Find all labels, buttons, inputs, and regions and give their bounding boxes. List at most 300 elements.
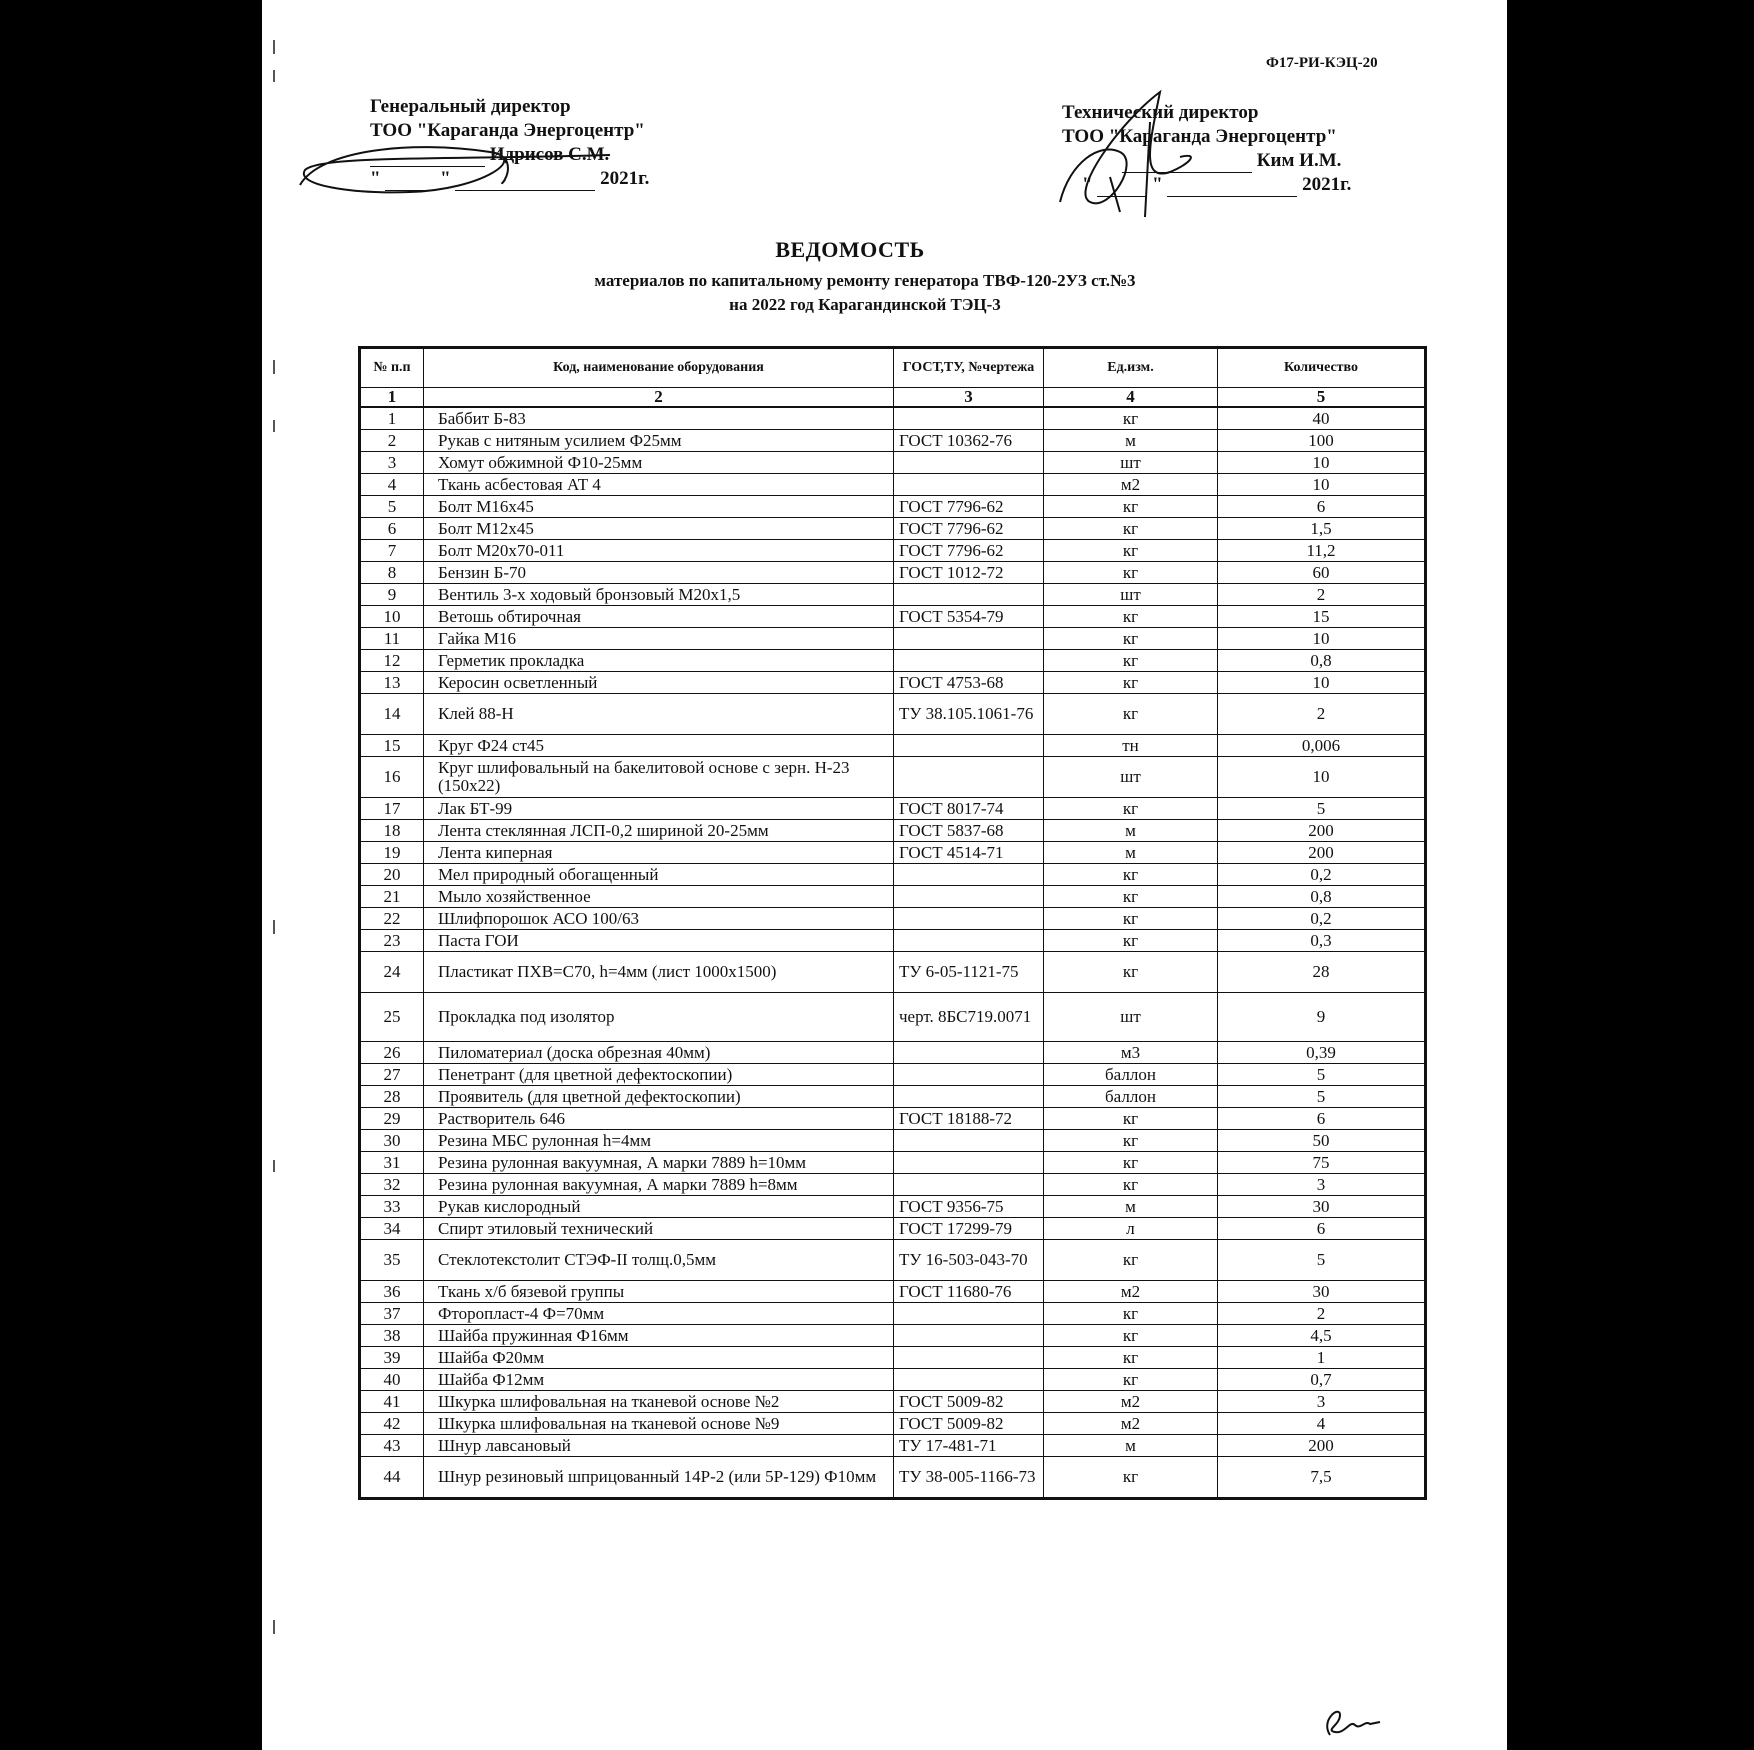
row-number-cell: 21 <box>360 886 424 908</box>
standard-cell: ТУ 17-481-71 <box>894 1435 1044 1457</box>
row-number-cell: 9 <box>360 584 424 606</box>
row-number-cell: 15 <box>360 735 424 757</box>
row-number-cell: 44 <box>360 1457 424 1499</box>
table-row <box>360 1196 1426 1218</box>
unit-cell: кг <box>1044 1325 1218 1347</box>
unit-cell: кг <box>1044 1130 1218 1152</box>
item-name-cell: Болт М20х70-011 <box>424 540 894 562</box>
unit-cell: кг <box>1044 540 1218 562</box>
unit-cell: кг <box>1044 650 1218 672</box>
quantity-cell: 3 <box>1218 1174 1426 1196</box>
table-row <box>360 1152 1426 1174</box>
row-number-cell: 28 <box>360 1086 424 1108</box>
row-number-cell: 14 <box>360 694 424 735</box>
date-quote-open: " <box>370 168 381 189</box>
row-number-cell: 18 <box>360 820 424 842</box>
item-name-cell: Стеклотекстолит СТЭФ-II толщ.0,5мм <box>424 1240 894 1281</box>
approver-company: ТОО "Караганда Энергоцентр" <box>370 120 645 141</box>
table-row <box>360 1240 1426 1281</box>
table-row <box>360 1347 1426 1369</box>
table-row <box>360 407 1426 430</box>
row-number-cell: 43 <box>360 1435 424 1457</box>
standard-cell: ГОСТ 5009-82 <box>894 1413 1044 1435</box>
item-name-cell: Баббит Б-83 <box>424 407 894 430</box>
row-number-cell: 6 <box>360 518 424 540</box>
table-row <box>360 993 1426 1042</box>
table-row <box>360 1303 1426 1325</box>
unit-cell: м <box>1044 820 1218 842</box>
quantity-cell: 10 <box>1218 628 1426 650</box>
item-name-cell: Рукав с нитяным усилием Ф25мм <box>424 430 894 452</box>
quantity-cell: 0,7 <box>1218 1369 1426 1391</box>
table-row <box>360 735 1426 757</box>
subtitle-line-2: на 2022 год Карагандинской ТЭЦ-3 <box>729 295 1001 314</box>
quantity-cell: 0,2 <box>1218 908 1426 930</box>
unit-cell: м2 <box>1044 1391 1218 1413</box>
standard-cell: ГОСТ 7796-62 <box>894 540 1044 562</box>
table-row <box>360 1174 1426 1196</box>
quantity-cell: 200 <box>1218 842 1426 864</box>
item-name-cell: Мел природный обогащенный <box>424 864 894 886</box>
row-number-cell: 38 <box>360 1325 424 1347</box>
unit-cell: м2 <box>1044 1413 1218 1435</box>
scan-tick-mark <box>273 1620 275 1634</box>
quantity-cell: 5 <box>1218 1240 1426 1281</box>
row-number-cell: 4 <box>360 474 424 496</box>
approval-year: 2021г. <box>600 168 650 189</box>
date-quote-close: " <box>440 168 451 189</box>
item-name-cell: Вентиль 3-х ходовый бронзовый М20х1,5 <box>424 584 894 606</box>
row-number-cell: 19 <box>360 842 424 864</box>
table-row <box>360 842 1426 864</box>
row-number-cell: 34 <box>360 1218 424 1240</box>
standard-cell <box>894 1174 1044 1196</box>
row-number-cell: 11 <box>360 628 424 650</box>
quantity-cell: 2 <box>1218 584 1426 606</box>
table-row <box>360 1391 1426 1413</box>
quantity-cell: 30 <box>1218 1196 1426 1218</box>
document-subtitle <box>540 269 1190 317</box>
quantity-cell: 15 <box>1218 606 1426 628</box>
column-header: Количество <box>1218 348 1426 388</box>
standard-cell <box>894 1347 1044 1369</box>
row-number-cell: 17 <box>360 798 424 820</box>
table-row <box>360 474 1426 496</box>
table-body <box>360 407 1426 1499</box>
table-row <box>360 1042 1426 1064</box>
unit-cell: баллон <box>1044 1064 1218 1086</box>
quantity-cell: 10 <box>1218 672 1426 694</box>
row-number-cell: 1 <box>360 407 424 430</box>
quantity-cell: 60 <box>1218 562 1426 584</box>
unit-cell: кг <box>1044 1174 1218 1196</box>
scan-tick-mark <box>273 40 275 54</box>
row-number-cell: 12 <box>360 650 424 672</box>
unit-cell: кг <box>1044 1240 1218 1281</box>
column-header: Ед.изм. <box>1044 348 1218 388</box>
unit-cell: кг <box>1044 1369 1218 1391</box>
date-quote-open: " <box>1082 174 1093 195</box>
approval-year: 2021г. <box>1302 174 1352 195</box>
table-row <box>360 1457 1426 1499</box>
quantity-cell: 2 <box>1218 694 1426 735</box>
quantity-cell: 5 <box>1218 1086 1426 1108</box>
item-name-cell: Ветошь обтирочная <box>424 606 894 628</box>
column-header: № п.п <box>360 348 424 388</box>
column-index-row <box>360 388 1426 408</box>
quantity-cell: 10 <box>1218 757 1426 798</box>
standard-cell <box>894 1303 1044 1325</box>
row-number-cell: 31 <box>360 1152 424 1174</box>
unit-cell: кг <box>1044 562 1218 584</box>
unit-cell: кг <box>1044 606 1218 628</box>
table-row <box>360 606 1426 628</box>
row-number-cell: 2 <box>360 430 424 452</box>
unit-cell: кг <box>1044 628 1218 650</box>
standard-cell <box>894 864 1044 886</box>
quantity-cell: 0,8 <box>1218 886 1426 908</box>
table-row <box>360 1413 1426 1435</box>
quantity-cell: 5 <box>1218 1064 1426 1086</box>
standard-cell: ГОСТ 5009-82 <box>894 1391 1044 1413</box>
standard-cell: ТУ 38.105.1061-76 <box>894 694 1044 735</box>
unit-cell: баллон <box>1044 1086 1218 1108</box>
row-number-cell: 22 <box>360 908 424 930</box>
quantity-cell: 2 <box>1218 1303 1426 1325</box>
standard-cell: ГОСТ 11680-76 <box>894 1281 1044 1303</box>
standard-cell: ГОСТ 5837-68 <box>894 820 1044 842</box>
approver-position: Технический директор <box>1062 102 1259 123</box>
approver-position: Генеральный директор <box>370 96 571 117</box>
approver-name: Ким И.М. <box>1256 150 1342 171</box>
unit-cell: м <box>1044 1435 1218 1457</box>
row-number-cell: 33 <box>360 1196 424 1218</box>
unit-cell: кг <box>1044 518 1218 540</box>
table-row <box>360 908 1426 930</box>
table-row <box>360 584 1426 606</box>
quantity-cell: 0,006 <box>1218 735 1426 757</box>
item-name-cell: Шайба Ф20мм <box>424 1347 894 1369</box>
table-row <box>360 518 1426 540</box>
form-code: Ф17-РИ-КЭЦ-20 <box>1266 55 1378 71</box>
quantity-cell: 100 <box>1218 430 1426 452</box>
standard-cell: черт. 8БС719.0071 <box>894 993 1044 1042</box>
item-name-cell: Лента киперная <box>424 842 894 864</box>
row-number-cell: 24 <box>360 952 424 993</box>
signature-left <box>290 130 620 205</box>
item-name-cell: Хомут обжимной Ф10-25мм <box>424 452 894 474</box>
item-name-cell: Круг шлифовальный на бакелитовой основе с зерн. Н-23 (150х22) <box>424 757 894 798</box>
table-row <box>360 496 1426 518</box>
scan-tick-mark <box>273 420 275 432</box>
quantity-cell: 1 <box>1218 1347 1426 1369</box>
row-number-cell: 3 <box>360 452 424 474</box>
unit-cell: кг <box>1044 407 1218 430</box>
quantity-cell: 11,2 <box>1218 540 1426 562</box>
table-row <box>360 650 1426 672</box>
scan-tick-mark <box>273 360 275 374</box>
table-row <box>360 1218 1426 1240</box>
scan-tick-mark <box>273 920 275 934</box>
row-number-cell: 29 <box>360 1108 424 1130</box>
table-row <box>360 452 1426 474</box>
standard-cell: ГОСТ 7796-62 <box>894 496 1044 518</box>
unit-cell: шт <box>1044 584 1218 606</box>
quantity-cell: 4,5 <box>1218 1325 1426 1347</box>
column-index: 3 <box>894 388 1044 408</box>
row-number-cell: 13 <box>360 672 424 694</box>
table-row <box>360 1130 1426 1152</box>
scan-border-right <box>1507 0 1754 1750</box>
standard-cell: ГОСТ 9356-75 <box>894 1196 1044 1218</box>
scan-tick-mark <box>273 70 275 82</box>
table-row <box>360 672 1426 694</box>
unit-cell: кг <box>1044 1108 1218 1130</box>
quantity-cell: 30 <box>1218 1281 1426 1303</box>
unit-cell: м <box>1044 842 1218 864</box>
table-row <box>360 1435 1426 1457</box>
item-name-cell: Мыло хозяйственное <box>424 886 894 908</box>
unit-cell: кг <box>1044 952 1218 993</box>
item-name-cell: Пиломатериал (доска обрезная 40мм) <box>424 1042 894 1064</box>
row-number-cell: 37 <box>360 1303 424 1325</box>
quantity-cell: 200 <box>1218 820 1426 842</box>
table-row <box>360 1086 1426 1108</box>
item-name-cell: Паста ГОИ <box>424 930 894 952</box>
quantity-cell: 6 <box>1218 1108 1426 1130</box>
scan-border-left <box>0 0 262 1750</box>
item-name-cell: Прокладка под изолятор <box>424 993 894 1042</box>
standard-cell <box>894 452 1044 474</box>
table-row <box>360 886 1426 908</box>
item-name-cell: Гайка М16 <box>424 628 894 650</box>
item-name-cell: Шайба Ф12мм <box>424 1369 894 1391</box>
row-number-cell: 39 <box>360 1347 424 1369</box>
table-row <box>360 952 1426 993</box>
standard-cell: ТУ 6-05-1121-75 <box>894 952 1044 993</box>
unit-cell: кг <box>1044 1457 1218 1499</box>
table-row <box>360 1369 1426 1391</box>
unit-cell: м2 <box>1044 474 1218 496</box>
row-number-cell: 20 <box>360 864 424 886</box>
item-name-cell: Ткань х/б бязевой группы <box>424 1281 894 1303</box>
standard-cell <box>894 735 1044 757</box>
item-name-cell: Проявитель (для цветной дефектоскопии) <box>424 1086 894 1108</box>
standard-cell <box>894 1325 1044 1347</box>
unit-cell: кг <box>1044 1152 1218 1174</box>
row-number-cell: 41 <box>360 1391 424 1413</box>
standard-cell: ГОСТ 4753-68 <box>894 672 1044 694</box>
standard-cell <box>894 886 1044 908</box>
item-name-cell: Лента стеклянная ЛСП-0,2 шириной 20-25мм <box>424 820 894 842</box>
standard-cell: ГОСТ 18188-72 <box>894 1108 1044 1130</box>
unit-cell: кг <box>1044 864 1218 886</box>
quantity-cell: 9 <box>1218 993 1426 1042</box>
item-name-cell: Круг Ф24 ст45 <box>424 735 894 757</box>
item-name-cell: Лак БТ-99 <box>424 798 894 820</box>
quantity-cell: 200 <box>1218 1435 1426 1457</box>
unit-cell: шт <box>1044 452 1218 474</box>
table-row <box>360 1325 1426 1347</box>
standard-cell <box>894 584 1044 606</box>
standard-cell <box>894 650 1044 672</box>
scan-tick-mark <box>273 1160 275 1172</box>
item-name-cell: Шайба пружинная Ф16мм <box>424 1325 894 1347</box>
standard-cell <box>894 930 1044 952</box>
column-header: ГОСТ,ТУ, №чертежа <box>894 348 1044 388</box>
item-name-cell: Керосин осветленный <box>424 672 894 694</box>
table-row <box>360 562 1426 584</box>
standard-cell: ГОСТ 10362-76 <box>894 430 1044 452</box>
quantity-cell: 4 <box>1218 1413 1426 1435</box>
table-row <box>360 628 1426 650</box>
row-number-cell: 10 <box>360 606 424 628</box>
standard-cell <box>894 1152 1044 1174</box>
unit-cell: кг <box>1044 1347 1218 1369</box>
unit-cell: кг <box>1044 908 1218 930</box>
standard-cell <box>894 1042 1044 1064</box>
standard-cell <box>894 908 1044 930</box>
item-name-cell: Шкурка шлифовальная на тканевой основе №9 <box>424 1413 894 1435</box>
standard-cell: ТУ 16-503-043-70 <box>894 1240 1044 1281</box>
unit-cell: м <box>1044 1196 1218 1218</box>
table-row <box>360 430 1426 452</box>
signature-right <box>1050 82 1250 227</box>
column-index: 5 <box>1218 388 1426 408</box>
item-name-cell: Резина рулонная вакуумная, А марки 7889 h=8мм <box>424 1174 894 1196</box>
row-number-cell: 36 <box>360 1281 424 1303</box>
row-number-cell: 23 <box>360 930 424 952</box>
quantity-cell: 0,8 <box>1218 650 1426 672</box>
table-row <box>360 757 1426 798</box>
item-name-cell: Герметик прокладка <box>424 650 894 672</box>
quantity-cell: 10 <box>1218 452 1426 474</box>
unit-cell: кг <box>1044 886 1218 908</box>
unit-cell: кг <box>1044 672 1218 694</box>
quantity-cell: 0,39 <box>1218 1042 1426 1064</box>
table-row <box>360 930 1426 952</box>
quantity-cell: 7,5 <box>1218 1457 1426 1499</box>
unit-cell: л <box>1044 1218 1218 1240</box>
row-number-cell: 30 <box>360 1130 424 1152</box>
row-number-cell: 25 <box>360 993 424 1042</box>
item-name-cell: Рукав кислородный <box>424 1196 894 1218</box>
item-name-cell: Болт М16х45 <box>424 496 894 518</box>
column-index: 1 <box>360 388 424 408</box>
item-name-cell: Шлифпорошок АСО 100/63 <box>424 908 894 930</box>
row-number-cell: 7 <box>360 540 424 562</box>
quantity-cell: 0,2 <box>1218 864 1426 886</box>
unit-cell: шт <box>1044 757 1218 798</box>
date-quote-close: " <box>1152 174 1163 195</box>
standard-cell: ГОСТ 7796-62 <box>894 518 1044 540</box>
subtitle-line-1: материалов по капитальному ремонту генератора ТВФ-120-2УЗ ст.№3 <box>594 271 1136 290</box>
table-header-row <box>360 348 1426 388</box>
quantity-cell: 0,3 <box>1218 930 1426 952</box>
standard-cell <box>894 1130 1044 1152</box>
table-row <box>360 540 1426 562</box>
quantity-cell: 3 <box>1218 1391 1426 1413</box>
quantity-cell: 10 <box>1218 474 1426 496</box>
item-name-cell: Фторопласт-4 Ф=70мм <box>424 1303 894 1325</box>
table-row <box>360 1281 1426 1303</box>
item-name-cell: Бензин Б-70 <box>424 562 894 584</box>
standard-cell: ГОСТ 4514-71 <box>894 842 1044 864</box>
unit-cell: кг <box>1044 1303 1218 1325</box>
document-title: ВЕДОМОСТЬ <box>775 237 925 262</box>
unit-cell: кг <box>1044 930 1218 952</box>
row-number-cell: 5 <box>360 496 424 518</box>
standard-cell: ГОСТ 1012-72 <box>894 562 1044 584</box>
row-number-cell: 35 <box>360 1240 424 1281</box>
quantity-cell: 1,5 <box>1218 518 1426 540</box>
table-row <box>360 1064 1426 1086</box>
row-number-cell: 26 <box>360 1042 424 1064</box>
unit-cell: м3 <box>1044 1042 1218 1064</box>
row-number-cell: 27 <box>360 1064 424 1086</box>
unit-cell: тн <box>1044 735 1218 757</box>
item-name-cell: Клей 88-Н <box>424 694 894 735</box>
table-row <box>360 820 1426 842</box>
table-row <box>360 694 1426 735</box>
column-index: 4 <box>1044 388 1218 408</box>
quantity-cell: 75 <box>1218 1152 1426 1174</box>
quantity-cell: 5 <box>1218 798 1426 820</box>
item-name-cell: Растворитель 646 <box>424 1108 894 1130</box>
standard-cell <box>894 474 1044 496</box>
quantity-cell: 40 <box>1218 407 1426 430</box>
item-name-cell: Болт М12х45 <box>424 518 894 540</box>
row-number-cell: 8 <box>360 562 424 584</box>
row-number-cell: 40 <box>360 1369 424 1391</box>
quantity-cell: 28 <box>1218 952 1426 993</box>
item-name-cell: Шнур лавсановый <box>424 1435 894 1457</box>
item-name-cell: Резина МБС рулонная h=4мм <box>424 1130 894 1152</box>
quantity-cell: 50 <box>1218 1130 1426 1152</box>
quantity-cell: 6 <box>1218 496 1426 518</box>
table-row <box>360 864 1426 886</box>
standard-cell <box>894 757 1044 798</box>
standard-cell: ГОСТ 17299-79 <box>894 1218 1044 1240</box>
standard-cell <box>894 407 1044 430</box>
standard-cell <box>894 1064 1044 1086</box>
standard-cell: ГОСТ 5354-79 <box>894 606 1044 628</box>
table-row <box>360 798 1426 820</box>
standard-cell: ТУ 38-005-1166-73 <box>894 1457 1044 1499</box>
column-index: 2 <box>424 388 894 408</box>
row-number-cell: 16 <box>360 757 424 798</box>
item-name-cell: Пластикат ПХВ=С70, h=4мм (лист 1000х1500) <box>424 952 894 993</box>
row-number-cell: 42 <box>360 1413 424 1435</box>
column-header: Код, наименование оборудования <box>424 348 894 388</box>
unit-cell: м2 <box>1044 1281 1218 1303</box>
materials-table <box>358 346 1427 1500</box>
standard-cell <box>894 1369 1044 1391</box>
unit-cell: кг <box>1044 694 1218 735</box>
item-name-cell: Шкурка шлифовальная на тканевой основе №2 <box>424 1391 894 1413</box>
quantity-cell: 6 <box>1218 1218 1426 1240</box>
item-name-cell: Резина рулонная вакуумная, А марки 7889 h=10мм <box>424 1152 894 1174</box>
page-initials-signature <box>1315 1700 1385 1740</box>
approver-name: Идрисов С.М. <box>489 144 610 165</box>
standard-cell: ГОСТ 8017-74 <box>894 798 1044 820</box>
item-name-cell: Ткань асбестовая АТ 4 <box>424 474 894 496</box>
unit-cell: кг <box>1044 798 1218 820</box>
unit-cell: шт <box>1044 993 1218 1042</box>
row-number-cell: 32 <box>360 1174 424 1196</box>
unit-cell: м <box>1044 430 1218 452</box>
item-name-cell: Шнур резиновый шприцованный 14Р-2 (или 5Р-129) Ф10мм <box>424 1457 894 1499</box>
